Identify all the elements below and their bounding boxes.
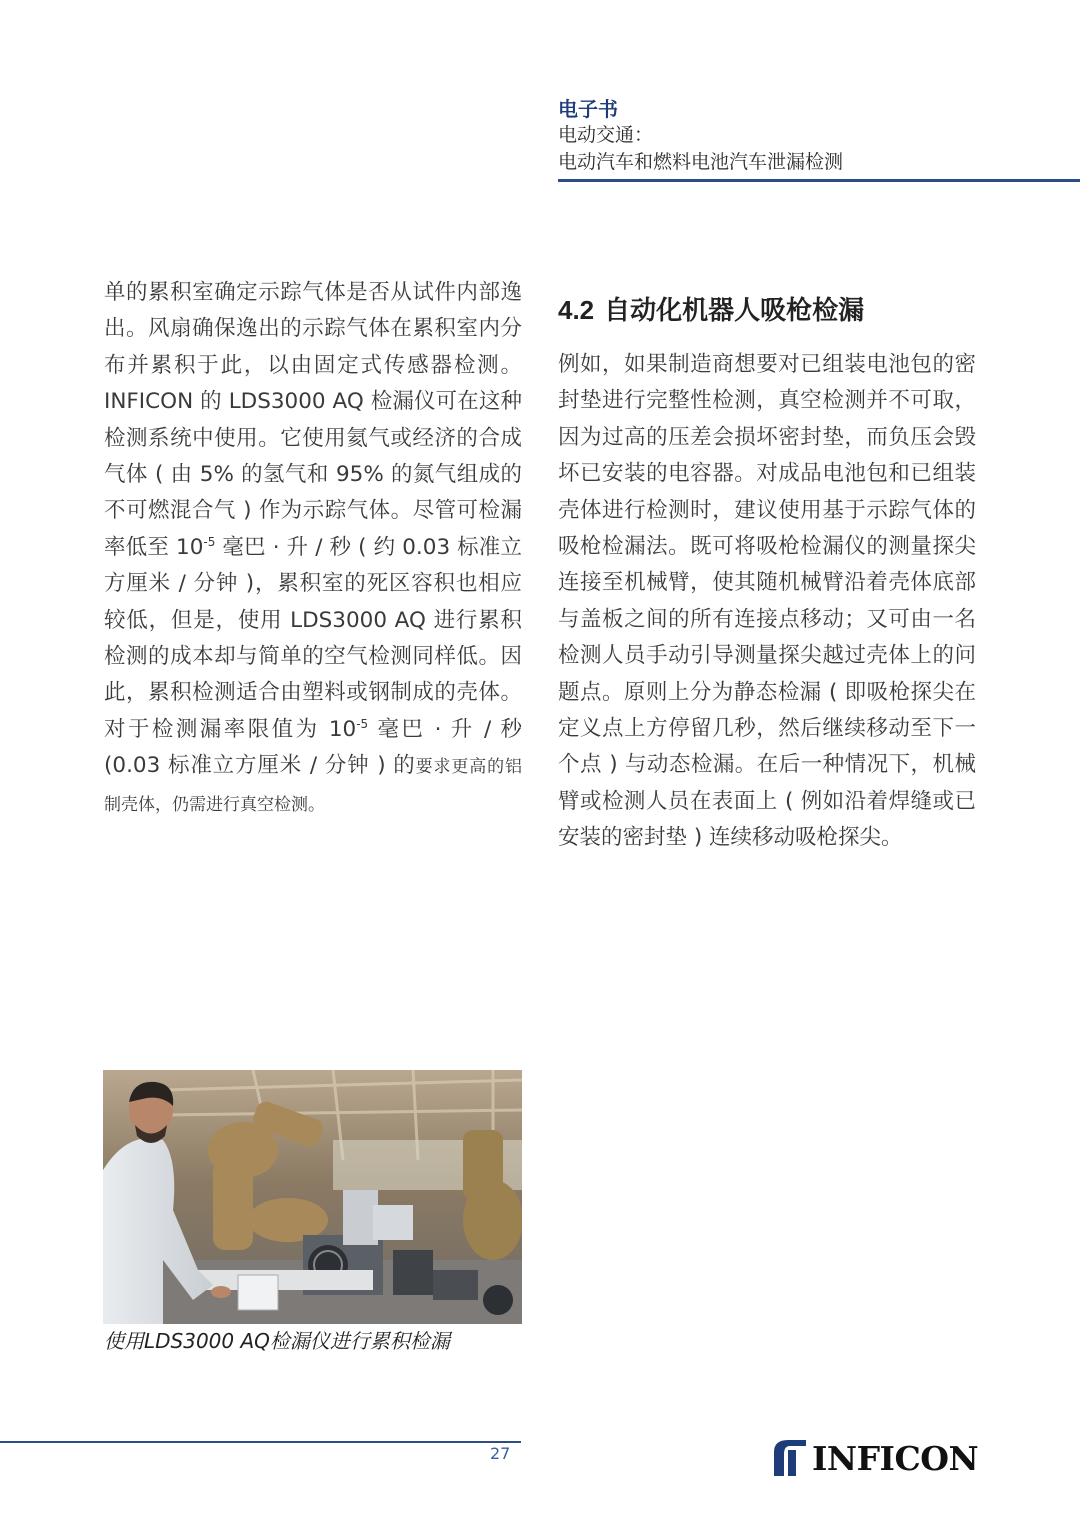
right-column-text (558, 347, 976, 857)
left-paragraph (104, 275, 522, 823)
inficon-logo (770, 1436, 980, 1480)
left-text-part2: 毫巴 · 升 / 秒 ( 约 0.03 标准立方厘米 / 分钟 )，累积室的死区容积也相应较低，但是，使用 LDS3000 AQ 进行累积检测的成本却与简单的空气检测同样低。因此，累积检测适合由塑料或钢制成的壳体。对于检测漏率限值为 10 (104, 534, 522, 742)
left-text-part1: 单的累积室确定示踪气体是否从试件内部逸出。风扇确保逸出的示踪气体在累积室内分布并累积于此，以由固定式传感器检测。INFICON 的 LDS3000 AQ 检漏仪可在这种检测系统中使用。它使用氦气或经济的合成气体 ( 由 5% 的氢气和 95% 的氮气组成的不可燃混合气 ) 作为示踪气体。尽管可检漏率低至 10 (104, 280, 522, 560)
section-heading (558, 290, 978, 331)
left-column-text (104, 275, 522, 823)
section-number: 4.2 (558, 295, 595, 325)
left-text-part4: 要求更高的铝制壳体，仍需进行真空检测。 (104, 757, 522, 815)
header-divider (558, 179, 1080, 182)
footer-divider (0, 1441, 521, 1443)
header-title-line1: 电动交通： (558, 124, 654, 146)
exponent-1: -5 (203, 534, 216, 549)
factory-photo (103, 1070, 522, 1324)
header-title-line2: 电动汽车和燃料电池汽车泄漏检测 (558, 151, 844, 173)
left-text-part3: 毫巴 · 升 / 秒 (0.03 标准立方厘米 / 分钟 ) 的 (104, 716, 522, 779)
exponent-2: -5 (356, 716, 369, 731)
inficon-logo-icon (770, 1436, 810, 1480)
figure-caption: 使用LDS3000 AQ检漏仪进行累积检漏 (104, 1329, 450, 1353)
document-header (558, 96, 1080, 176)
page-number: 27 (490, 1444, 511, 1463)
ebook-label: 电子书 (558, 97, 618, 121)
section-title: 自动化机器人吸枪检漏 (604, 296, 865, 326)
inficon-wordmark: INFICON (812, 1438, 979, 1478)
right-paragraph: 例如，如果制造商想要对已组装电池包的密封垫进行完整性检测，真空检测并不可取，因为过高的压差会损坏密封垫，而负压会毁坏已安装的电容器。对成品电池包和已组装壳体进行检测时，建议使用基于示踪气体的吸枪检漏法。既可将吸枪检漏仪的测量探尖连接至机械臂，使其随机械臂沿着壳体底部与盖板之间的所有连接点移动；又可由一名检测人员手动引导测量探尖越过壳体上的问题点。原则上分为静态检漏 ( 即吸枪探尖在定义点上方停留几秒，然后继续移动至下一个点 ) 与动态检漏。在后一种情况下，机械臂或检测人员在表面上 ( 例如沿着焊缝或已安装的密封垫 ) 连续移动吸枪探尖。 (558, 352, 976, 851)
